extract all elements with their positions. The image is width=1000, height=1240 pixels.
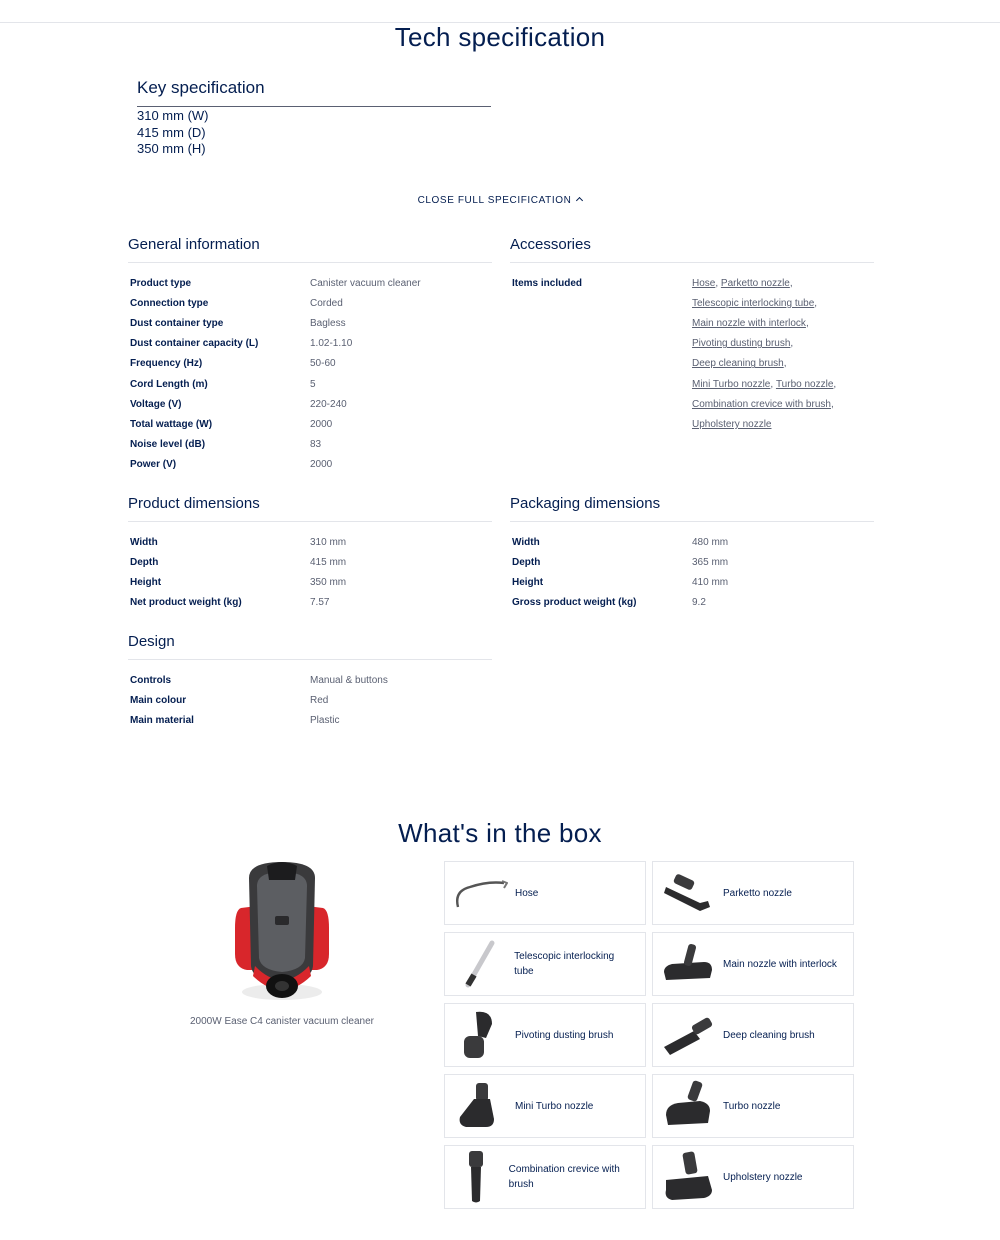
general-information-section xyxy=(128,236,492,475)
product-hero xyxy=(182,858,382,1027)
spec-key: Frequency (Hz) xyxy=(130,358,203,370)
spec-value: 310 mm xyxy=(310,536,347,548)
spec-value: 2000 xyxy=(310,418,333,430)
accessory-link-mini-turbo-nozzle[interactable]: Mini Turbo nozzle xyxy=(692,378,771,390)
accessory-line: Mini Turbo nozzle , Turbo nozzle , xyxy=(692,378,837,390)
key-spec-lines xyxy=(137,108,491,158)
key-spec-title: Key specification xyxy=(137,78,491,107)
telescopic-tube-icon xyxy=(445,933,514,995)
turbo-nozzle-icon xyxy=(653,1075,723,1137)
spec-value: 365 mm xyxy=(692,556,729,568)
spec-value: Manual & buttons xyxy=(310,674,388,686)
close-full-spec-button[interactable] xyxy=(0,195,1000,206)
box-item-name: Pivoting dusting brush xyxy=(515,1029,614,1041)
spec-value: Plastic xyxy=(310,714,340,726)
box-items-grid xyxy=(444,861,854,1209)
spec-key: Depth xyxy=(512,556,541,568)
spec-row xyxy=(128,572,492,592)
upholstery-nozzle-icon xyxy=(653,1146,723,1208)
spec-key: Product type xyxy=(130,277,192,289)
spec-key: Controls xyxy=(130,674,172,686)
box-item-name: Turbo nozzle xyxy=(723,1100,781,1112)
spec-key: Width xyxy=(130,536,158,548)
key-specification xyxy=(137,78,491,158)
accessory-line: Hose , Parketto nozzle , xyxy=(692,277,793,289)
box-item-name: Combination crevice with brush xyxy=(508,1164,620,1190)
spec-row xyxy=(128,374,492,394)
spec-key: Net product weight (kg) xyxy=(130,597,242,609)
accessory-line: Pivoting dusting brush , xyxy=(692,338,794,350)
spec-key: Main colour xyxy=(130,694,187,706)
accessory-link-upholstery-nozzle[interactable]: Upholstery nozzle xyxy=(692,418,772,430)
parketto-nozzle-icon xyxy=(653,862,723,924)
spec-row xyxy=(128,354,492,374)
spec-value: 410 mm xyxy=(692,576,729,588)
product-dimensions-section xyxy=(128,495,492,613)
spec-row xyxy=(128,593,492,613)
accessory-link-telescopic-tube[interactable]: Telescopic interlocking tube xyxy=(692,297,815,309)
box-item-name: Parketto nozzle xyxy=(723,887,792,899)
box-item-name: Hose xyxy=(515,887,539,899)
accessory-link-crevice-brush[interactable]: Combination crevice with brush xyxy=(692,398,831,410)
spec-row xyxy=(128,552,492,572)
box-item-name: Upholstery nozzle xyxy=(723,1171,803,1183)
packaging-dimensions-section xyxy=(510,495,874,613)
spec-row xyxy=(510,532,874,552)
accessory-link-main-nozzle[interactable]: Main nozzle with interlock xyxy=(692,317,806,329)
spec-value: 5 xyxy=(310,378,316,390)
box-item-upholstery-nozzle[interactable] xyxy=(652,1145,854,1209)
spec-key: Dust container capacity (L) xyxy=(130,338,259,350)
spec-value: 1.02-1.10 xyxy=(310,338,353,350)
spec-value: Red xyxy=(310,694,329,706)
accessory-line: Combination crevice with brush , xyxy=(692,398,834,410)
accessories-list xyxy=(692,273,874,435)
spec-key: Height xyxy=(512,576,544,588)
accessories-rows xyxy=(510,263,874,435)
key-spec-height: 350 mm (H) xyxy=(137,141,206,156)
spec-row xyxy=(510,552,874,572)
spec-key: Noise level (dB) xyxy=(130,439,206,451)
box-item-deep-cleaning-brush[interactable] xyxy=(652,1003,854,1067)
spec-key: Height xyxy=(130,576,162,588)
chevron-up-icon xyxy=(576,197,583,204)
spec-value: 83 xyxy=(310,439,322,451)
spec-row xyxy=(128,394,492,414)
spec-row xyxy=(128,293,492,313)
spec-row xyxy=(128,532,492,552)
spec-row xyxy=(128,435,492,455)
accessory-line: Deep cleaning brush , xyxy=(692,358,787,370)
box-item-name: Mini Turbo nozzle xyxy=(515,1100,594,1112)
mini-turbo-nozzle-icon xyxy=(445,1075,515,1137)
spec-key: Dust container type xyxy=(130,317,224,329)
key-spec-width: 310 mm (W) xyxy=(137,108,209,123)
spec-value: 50-60 xyxy=(310,358,336,370)
spec-key: Width xyxy=(512,536,540,548)
product-caption: 2000W Ease C4 canister vacuum cleaner xyxy=(190,1016,374,1027)
box-item-mini-turbo-nozzle[interactable] xyxy=(444,1074,646,1138)
spec-value: 220-240 xyxy=(310,398,347,410)
spec-row xyxy=(128,710,492,730)
spec-value: 7.57 xyxy=(310,597,330,609)
spec-row xyxy=(128,670,492,690)
spec-value: Bagless xyxy=(310,317,346,329)
spec-row xyxy=(128,414,492,434)
whats-in-the-box-title: What's in the box xyxy=(398,818,602,848)
accessory-line: Main nozzle with interlock , xyxy=(692,317,809,329)
spec-key: Voltage (V) xyxy=(130,398,182,410)
box-item-main-nozzle[interactable] xyxy=(652,932,854,996)
box-item-parketto-nozzle[interactable] xyxy=(652,861,854,925)
hose-icon xyxy=(445,862,515,924)
accessory-link-pivoting-brush[interactable]: Pivoting dusting brush xyxy=(692,338,791,350)
main-nozzle-icon xyxy=(653,933,723,995)
design-section xyxy=(128,633,492,731)
spec-value: 2000 xyxy=(310,459,333,471)
spec-value: Canister vacuum cleaner xyxy=(310,277,421,289)
crevice-brush-icon xyxy=(445,1146,509,1208)
spec-row xyxy=(510,572,874,592)
spec-rows xyxy=(128,660,492,731)
spec-rows xyxy=(510,522,874,613)
box-item-telescopic-tube[interactable] xyxy=(444,932,646,996)
spec-row xyxy=(128,690,492,710)
section-title: Design xyxy=(128,633,492,660)
spec-value: 415 mm xyxy=(310,556,347,568)
spec-row xyxy=(128,313,492,333)
section-title: Product dimensions xyxy=(128,495,492,522)
spec-row xyxy=(128,455,492,475)
accessory-link-deep-cleaning-brush[interactable]: Deep cleaning brush xyxy=(692,358,784,370)
box-item-name: Main nozzle with interlock xyxy=(723,958,837,970)
spec-value: 350 mm xyxy=(310,576,347,588)
accessory-link-parketto-nozzle[interactable]: Parketto nozzle xyxy=(720,277,790,289)
spec-key: Main material xyxy=(130,714,194,726)
accessory-line: Telescopic interlocking tube , xyxy=(692,297,818,309)
key-spec-depth: 415 mm (D) xyxy=(137,124,206,140)
box-item-turbo-nozzle[interactable] xyxy=(652,1074,854,1138)
section-title: General information xyxy=(128,236,492,263)
box-item-crevice-brush[interactable] xyxy=(444,1145,646,1209)
spec-key: Gross product weight (kg) xyxy=(512,597,637,609)
box-item-name: Telescopic interlocking tube xyxy=(514,951,615,977)
spec-rows xyxy=(128,263,492,475)
spec-key: Depth xyxy=(130,556,159,568)
close-full-spec-label: CLOSE FULL SPECIFICATION xyxy=(417,195,572,206)
section-title: Packaging dimensions xyxy=(510,495,874,522)
tech-spec-title: Tech specification xyxy=(394,22,606,52)
accessories-section xyxy=(510,236,874,435)
spec-value: Corded xyxy=(310,297,343,309)
spec-row xyxy=(128,273,492,293)
spec-key: Connection type xyxy=(130,297,209,309)
box-item-pivoting-brush[interactable] xyxy=(444,1003,646,1067)
spec-row xyxy=(510,273,692,435)
spec-key: Items included xyxy=(512,277,583,289)
spec-row xyxy=(128,334,492,354)
canister-vacuum-icon xyxy=(227,858,337,1006)
pivoting-brush-icon xyxy=(445,1004,515,1066)
spec-row xyxy=(510,593,874,613)
deep-cleaning-brush-icon xyxy=(653,1004,723,1066)
spec-key: Total wattage (W) xyxy=(130,418,213,430)
spec-value: 480 mm xyxy=(692,536,729,548)
section-title: Accessories xyxy=(510,236,874,263)
accessory-link-turbo-nozzle[interactable]: Turbo nozzle xyxy=(775,378,834,390)
spec-rows xyxy=(128,522,492,613)
spec-key: Power (V) xyxy=(130,459,177,471)
box-item-name: Deep cleaning brush xyxy=(723,1029,815,1041)
box-item-hose[interactable] xyxy=(444,861,646,925)
accessory-link-hose[interactable]: Hose xyxy=(692,277,716,289)
accessory-line xyxy=(692,414,874,434)
spec-key: Cord Length (m) xyxy=(130,378,208,390)
spec-value: 9.2 xyxy=(692,597,706,609)
